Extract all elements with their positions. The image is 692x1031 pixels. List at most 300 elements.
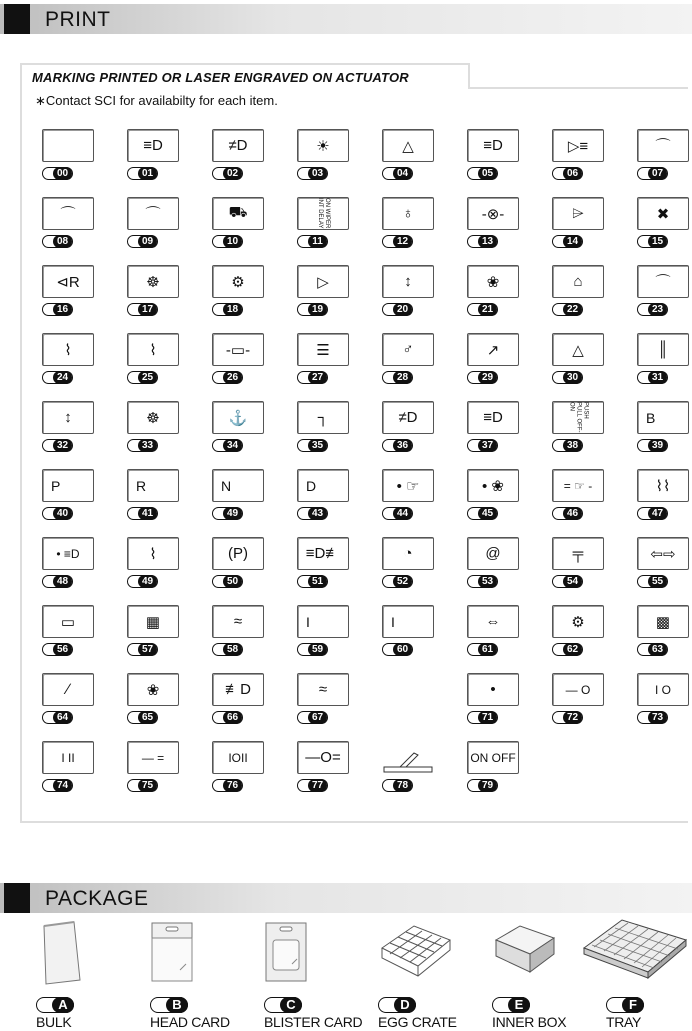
symbol-box	[552, 333, 604, 366]
symbol-code: 12	[393, 235, 412, 248]
hood-icon: ▦	[145, 613, 161, 631]
symbol-code-pill	[637, 439, 668, 452]
symbol-box	[552, 197, 604, 230]
symbol-code: 09	[138, 235, 157, 248]
vehicle-light-icon: ⛟	[228, 204, 248, 221]
symbol-code: 54	[563, 575, 582, 588]
symbol-code: 66	[223, 711, 242, 724]
package-section-header	[0, 883, 692, 913]
symbol-box	[382, 265, 434, 298]
symbol-cell	[467, 605, 521, 659]
symbol-box	[127, 401, 179, 434]
anchor-icon: ⚓	[228, 409, 248, 427]
symbol-cell	[637, 401, 691, 455]
package-code-pill	[492, 997, 530, 1013]
symbol-cell	[42, 469, 96, 523]
symbol-code-pill	[42, 371, 73, 384]
symbol-code: 57	[138, 643, 157, 656]
symbol-box	[467, 197, 519, 230]
symbol-code: 14	[563, 235, 582, 248]
bar-circle-icon: I O	[654, 682, 671, 697]
symbol-cell	[382, 401, 436, 455]
head-card-icon	[150, 918, 230, 988]
symbol-box	[467, 401, 519, 434]
symbol-code-pill	[42, 779, 73, 792]
symbol-box	[212, 469, 264, 502]
symbol-box	[127, 605, 179, 638]
symbol-box	[297, 469, 349, 502]
symbol-code-pill	[382, 575, 413, 588]
symbol-code: 27	[308, 371, 327, 384]
cancel-icon: ✖	[656, 205, 670, 223]
package-label: INNER BOX	[492, 1014, 567, 1030]
symbol-cell	[127, 401, 181, 455]
symbol-box	[42, 741, 94, 774]
cylinder-icon: ⇔	[485, 613, 501, 630]
symbol-code-pill	[382, 439, 413, 452]
symbol-box	[212, 605, 264, 638]
symbol-box	[127, 673, 179, 706]
symbol-box	[42, 265, 94, 298]
symbol-cell	[42, 741, 96, 795]
symbol-code: 76	[223, 779, 242, 792]
symbol-code-pill	[552, 439, 583, 452]
symbol-box	[127, 537, 179, 570]
symbol-cell	[212, 333, 266, 387]
symbol-cell	[637, 265, 691, 319]
symbol-cell	[297, 197, 351, 251]
dash-equals-icon: — =	[141, 750, 165, 765]
dot-icon: •	[490, 681, 496, 698]
symbol-box	[382, 469, 434, 502]
symbol-code-pill	[552, 643, 583, 656]
symbol-box	[297, 605, 349, 638]
symbol-code-pill	[127, 371, 158, 384]
letter-b-icon: B	[646, 409, 656, 426]
symbol-code: 00	[53, 167, 72, 180]
symbol-code: 65	[138, 711, 157, 724]
package-label: HEAD CARD	[150, 1014, 230, 1030]
seat-belt-icon: ║	[657, 341, 669, 358]
package-code-pill	[150, 997, 188, 1013]
symbol-code-pill	[127, 439, 158, 452]
symbol-box	[212, 265, 264, 298]
symbol-box	[382, 129, 434, 162]
symbol-code-pill	[297, 643, 328, 656]
symbol-code-pill	[637, 371, 668, 384]
symbol-code-pill	[467, 439, 498, 452]
symbol-cell	[382, 197, 436, 251]
symbol-code: 18	[223, 303, 242, 316]
symbol-box	[212, 537, 264, 570]
symbol-box	[552, 537, 604, 570]
symbol-cell	[552, 197, 606, 251]
symbol-code: 08	[53, 235, 72, 248]
symbol-code: 74	[53, 779, 72, 792]
symbol-box	[637, 673, 689, 706]
symbol-code-pill	[467, 235, 498, 248]
symbol-code-pill	[127, 643, 158, 656]
symbol-cell	[467, 741, 521, 795]
symbol-box	[467, 333, 519, 366]
symbol-code: 26	[223, 371, 242, 384]
symbol-code: 55	[648, 575, 667, 588]
work-lamp-icon: ⌒	[60, 206, 76, 223]
symbol-cell	[637, 129, 691, 183]
availability-note: ∗Contact SCI for availabilty for each item.	[35, 93, 278, 108]
symbol-box	[637, 129, 689, 162]
symbol-box	[297, 197, 349, 230]
rear-wiper-icon: ⌇	[64, 341, 72, 359]
mirror-icon: ☰	[316, 341, 330, 359]
symbol-box	[297, 401, 349, 434]
symbol-box	[382, 605, 434, 638]
symbol-code: 43	[308, 507, 327, 520]
symbol-cell	[42, 129, 96, 183]
dome-light-icon: ⌒	[655, 138, 671, 155]
symbol-cell	[382, 333, 436, 387]
symbol-box	[382, 537, 434, 570]
symbol-code-pill	[127, 575, 158, 588]
symbol-box	[127, 333, 179, 366]
symbol-code: 79	[478, 779, 497, 792]
symbol-code-pill	[297, 507, 328, 520]
symbol-code-pill	[297, 575, 328, 588]
symbol-box	[127, 265, 179, 298]
symbol-cell	[42, 333, 96, 387]
symbol-cell	[127, 469, 181, 523]
dot-hand-icon: • ☞	[396, 477, 420, 495]
clearance-lamp-icon: ≡D	[483, 409, 503, 426]
symbol-code-pill	[297, 167, 328, 180]
symbol-code: 32	[53, 439, 72, 452]
package-egg-crate	[378, 918, 483, 1028]
symbol-code: 45	[478, 507, 497, 520]
headlight-low-beam-icon: ≡D	[143, 137, 163, 154]
symbol-code: 50	[223, 575, 242, 588]
fan-icon: ❀	[486, 273, 500, 291]
symbol-cell	[552, 605, 606, 659]
symbol-box	[382, 333, 434, 366]
symbol-cell	[382, 741, 436, 795]
symbol-box	[552, 401, 604, 434]
symbol-code-pill	[127, 507, 158, 520]
symbol-box	[127, 197, 179, 230]
symbol-cell	[637, 333, 691, 387]
symbol-code: 04	[393, 167, 412, 180]
symbol-box	[637, 605, 689, 638]
symbol-code-pill	[382, 167, 413, 180]
symbol-code-pill	[212, 371, 243, 384]
package-label: TRAY	[606, 1014, 642, 1030]
symbol-code: 39	[648, 439, 667, 452]
print-section-header	[0, 4, 692, 34]
turn-signal-icon: ⇦⇨	[650, 545, 676, 563]
symbol-code-pill	[552, 507, 583, 520]
symbol-code-pill	[467, 779, 498, 792]
symbol-code: 10	[223, 235, 242, 248]
package-letter: F	[622, 997, 644, 1013]
symbol-code: 36	[393, 439, 412, 452]
symbol-code: 05	[478, 167, 497, 180]
faucet-icon: ┐	[317, 409, 329, 426]
package-code-pill	[378, 997, 416, 1013]
symbol-code-pill	[42, 439, 73, 452]
symbol-cell	[212, 197, 266, 251]
symbol-box	[42, 129, 94, 162]
seat-heat-icon: ≈	[233, 613, 243, 630]
symbol-code-pill	[382, 235, 413, 248]
symbol-box	[42, 333, 94, 366]
headlight-high-beam-icon: ≡D	[483, 137, 503, 154]
package-tray	[582, 918, 687, 1028]
symbol-cell	[467, 265, 521, 319]
symbol-cell	[382, 469, 436, 523]
symbol-cell	[552, 469, 606, 523]
engine-icon: ❀	[146, 681, 160, 699]
symbol-cell	[467, 129, 521, 183]
symbol-code: 35	[308, 439, 327, 452]
fuse-icon: -▭-	[225, 341, 251, 359]
symbol-cell	[552, 401, 606, 455]
symbol-code-pill	[127, 779, 158, 792]
symbol-code-pill	[212, 303, 243, 316]
symbol-box	[467, 265, 519, 298]
symbol-code-pill	[382, 507, 413, 520]
symbol-box	[297, 265, 349, 298]
symbol-code: 23	[648, 303, 667, 316]
symbol-code-pill	[127, 167, 158, 180]
symbol-cell	[467, 537, 521, 591]
symbol-code: 63	[648, 643, 667, 656]
washer-wiper-icon: ⌲	[572, 205, 584, 222]
symbol-cell	[552, 673, 606, 727]
symbol-box	[212, 333, 264, 366]
symbol-code: 46	[563, 507, 582, 520]
package-label: BULK	[36, 1014, 72, 1030]
package-title: PACKAGE	[45, 887, 149, 910]
symbol-code-pill	[552, 371, 583, 384]
symbol-code: 41	[138, 507, 157, 520]
symbol-box	[297, 537, 349, 570]
section-marker	[4, 883, 30, 913]
symbol-box	[42, 469, 94, 502]
symbol-code: 25	[138, 371, 157, 384]
symbol-code: 20	[393, 303, 412, 316]
symbol-code: 77	[308, 779, 327, 792]
bulk-bag-icon	[36, 918, 116, 988]
symbol-box	[212, 741, 264, 774]
symbol-code: 72	[563, 711, 582, 724]
symbol-code: 51	[308, 575, 327, 588]
symbol-cell	[297, 673, 351, 727]
symbol-box	[467, 605, 519, 638]
symbol-code-pill	[467, 711, 498, 724]
symbol-code-pill	[42, 643, 73, 656]
hazard-triangle-icon: △	[402, 137, 414, 155]
fog-light-icon: ≠D	[228, 137, 248, 154]
symbol-cell	[42, 197, 96, 251]
screwdriver-icon: ∕	[66, 681, 70, 698]
symbol-cell	[42, 401, 96, 455]
symbol-code: 02	[223, 167, 242, 180]
symbol-box	[297, 741, 349, 774]
symbol-cell	[127, 673, 181, 727]
symbol-code-pill	[382, 303, 413, 316]
symbol-code: 52	[393, 575, 412, 588]
blister-card-icon	[264, 918, 344, 988]
symbol-code-pill	[212, 235, 243, 248]
symbol-box	[552, 605, 604, 638]
symbol-cell	[467, 401, 521, 455]
symbol-box	[42, 605, 94, 638]
egg-crate-icon	[378, 918, 458, 988]
symbol-box	[552, 469, 604, 502]
spot-lamp-icon: ⌒	[145, 206, 161, 223]
symbol-code-pill	[467, 507, 498, 520]
symbol-cell	[382, 265, 436, 319]
speedometer-icon: ◔	[403, 545, 413, 562]
symbol-code-pill	[552, 167, 583, 180]
symbol-box	[467, 537, 519, 570]
symbol-code: 01	[138, 167, 157, 180]
symbol-code: 11	[308, 235, 327, 248]
on-off-text-icon: ON OFF	[470, 750, 516, 765]
lamp-bulb-icon: -⊗-	[481, 205, 505, 223]
symbol-cell	[467, 673, 521, 727]
symbol-code: 73	[648, 711, 667, 724]
symbol-code-pill	[467, 575, 498, 588]
blank-icon	[43, 130, 93, 161]
symbol-code: 71	[478, 711, 497, 724]
symbol-code-pill	[297, 439, 328, 452]
symbol-code-pill	[637, 711, 668, 724]
i-o-ii-icon: IOII	[228, 750, 248, 765]
rear-fog-icon: ≢D	[225, 681, 251, 698]
symbol-code: 30	[563, 371, 582, 384]
package-bulk	[36, 918, 141, 1028]
symbol-code: 19	[308, 303, 327, 316]
symbol-cell	[127, 265, 181, 319]
symbol-cell	[212, 469, 266, 523]
symbol-code: 48	[53, 575, 72, 588]
symbol-code-pill	[637, 167, 668, 180]
symbol-box	[552, 129, 604, 162]
symbol-box	[382, 401, 434, 434]
symbol-box	[42, 673, 94, 706]
symbol-code: 29	[478, 371, 497, 384]
symbol-code-pill	[552, 575, 583, 588]
symbol-box	[637, 469, 689, 502]
rocker-switch-icon	[382, 741, 434, 774]
symbol-code: 16	[53, 303, 72, 316]
symbol-code-pill	[42, 507, 73, 520]
symbol-code-pill	[42, 167, 73, 180]
letter-r-icon: R	[136, 477, 147, 494]
symbol-code-pill	[552, 235, 583, 248]
symbol-cell	[212, 673, 266, 727]
symbol-cell	[297, 469, 351, 523]
beacon-icon: ♁	[402, 205, 414, 222]
symbol-code-pill	[42, 235, 73, 248]
symbol-code-pill	[127, 235, 158, 248]
symbol-code: 64	[53, 711, 72, 724]
symbol-cell	[382, 605, 436, 659]
symbol-code: 22	[563, 303, 582, 316]
symbol-box	[467, 129, 519, 162]
symbol-code-pill	[637, 507, 668, 520]
dot-fan-icon: • ❀	[482, 477, 504, 495]
symbol-code-pill	[552, 303, 583, 316]
symbol-cell	[637, 673, 691, 727]
rear-window-icon: ▭	[60, 613, 76, 631]
symbol-cell	[297, 741, 351, 795]
symbol-code: 34	[223, 439, 242, 452]
headlight-icon: ▷≡	[567, 137, 589, 155]
symbol-code: 17	[138, 303, 157, 316]
symbol-code: 33	[138, 439, 157, 452]
symbol-box	[127, 469, 179, 502]
symbol-code-pill	[467, 643, 498, 656]
symbol-cell	[637, 537, 691, 591]
symbol-code-pill	[297, 779, 328, 792]
symbol-code-pill	[382, 779, 413, 792]
symbol-cell	[127, 129, 181, 183]
symbol-code: 49	[138, 575, 157, 588]
symbol-cell	[637, 605, 691, 659]
sun-icon: ☀	[316, 137, 330, 155]
ibeam-alt-icon: I	[391, 613, 395, 630]
package-code-pill	[606, 997, 644, 1013]
symbol-code: 37	[478, 439, 497, 452]
symbol-box	[42, 537, 94, 570]
symbol-box	[637, 333, 689, 366]
package-label: EGG CRATE	[378, 1014, 457, 1030]
symbol-cell	[297, 333, 351, 387]
symbol-cell	[467, 333, 521, 387]
parking-lights-icon: ≡D≢	[305, 545, 341, 562]
symbol-cell	[297, 537, 351, 591]
symbol-code-pill	[552, 711, 583, 724]
symbol-box	[127, 741, 179, 774]
trailer-hitch-icon: ╤	[572, 545, 584, 562]
gear-dot-icon: ⚙	[571, 613, 585, 631]
recline-seat-icon: ↕	[64, 409, 72, 426]
symbol-cell	[297, 401, 351, 455]
lock-icon: ▩	[655, 613, 671, 631]
horn-icon: ▷	[317, 273, 329, 291]
symbol-box	[297, 333, 349, 366]
package-label: BLISTER CARD	[264, 1014, 363, 1030]
symbol-cell	[42, 265, 96, 319]
package-letter: C	[280, 997, 302, 1013]
parking-brake-icon: (P)	[228, 545, 248, 562]
symbol-box	[127, 129, 179, 162]
symbol-code: 61	[478, 643, 497, 656]
dot-headlight-icon: • ≡D	[56, 546, 80, 561]
symbol-cell	[127, 605, 181, 659]
symbol-code-pill	[212, 643, 243, 656]
heated-seat-icon: ⌇⌇	[655, 477, 671, 495]
wiper-icon: ⌒	[655, 274, 671, 291]
gear-wheel-icon: ⚙	[231, 273, 245, 291]
symbol-box	[552, 673, 604, 706]
package-letter: A	[52, 997, 74, 1013]
symbol-code: 31	[648, 371, 667, 384]
oil-icon: ♂	[402, 341, 414, 358]
symbol-box	[382, 741, 434, 774]
symbol-code-pill	[467, 371, 498, 384]
